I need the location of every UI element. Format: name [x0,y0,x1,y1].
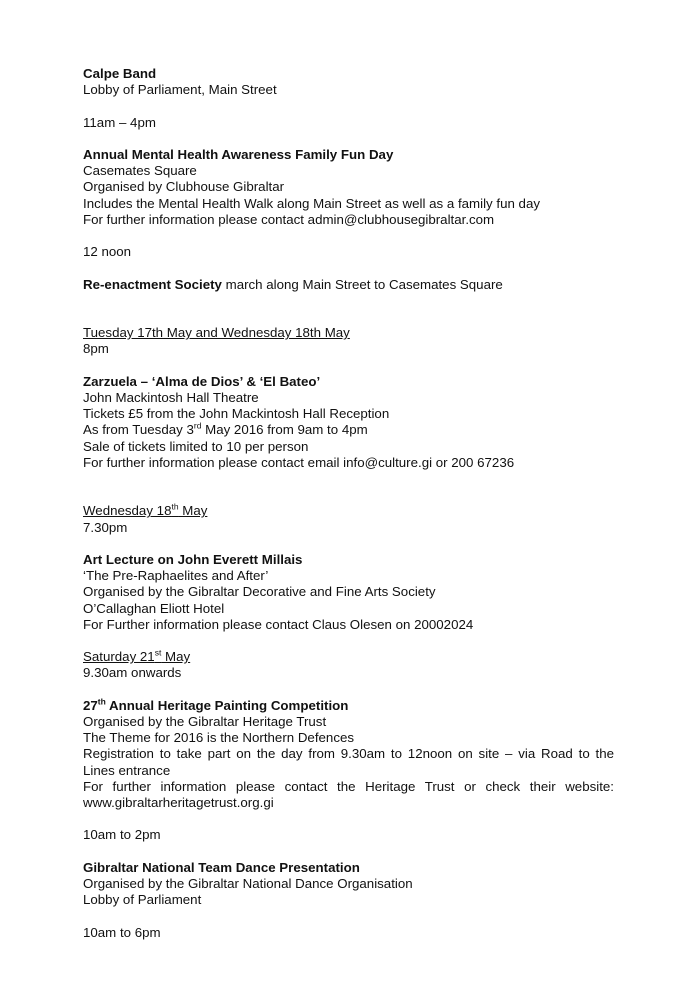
dance-venue: Lobby of Parliament [83,892,202,908]
millais-subtitle: ‘The Pre-Raphaelites and After’ [83,568,269,584]
zarzuela-ticket-limit: Sale of tickets limited to 10 per person [83,438,309,454]
heritage-organiser: Organised by the Gibraltar Heritage Trust [83,713,327,729]
zarzuela-title: Zarzuela – ‘Alma de Dios’ & ‘El Bateo’ [83,373,321,389]
millais-time: 7.30pm [83,519,128,535]
millais-venue: O’Callaghan Eliott Hotel [83,600,225,616]
heritage-registration-line-2: Lines entrance [83,762,171,778]
reenactment-line [83,277,614,293]
heritage-title: 27th Annual Heritage Painting Competition [83,696,349,713]
zarzuela-sale-dates: As from Tuesday 3rd May 2016 from 9am to 4pm [83,420,368,438]
millais-date: Wednesday 18th May [83,501,208,519]
mental-health-title: Annual Mental Health Awareness Family Fun Day [83,146,394,162]
mental-health-location: Casemates Square [83,163,197,179]
reenactment-title: Re-enactment Society [83,276,222,292]
zarzuela-contact: For further information please contact email info@culture.gi or 200 67236 [83,454,515,470]
heritage-website: www.gibraltarheritagetrust.org.gi [83,794,274,810]
millais-organiser: Organised by the Gibraltar Decorative and Fine Arts Society [83,584,436,600]
heritage-theme: The Theme for 2016 is the Northern Defences [83,730,355,746]
mental-health-contact: For further information please contact admin@clubhousegibraltar.com [83,211,495,227]
zarzuela-time: 8pm [83,341,109,357]
heritage-time: 9.30am onwards [83,665,182,681]
millais-contact: For Further information please contact Claus Olesen on 20002024 [83,616,474,632]
dance-title: Gibraltar National Team Dance Presentation [83,859,360,875]
zarzuela-tickets: Tickets £5 from the John Mackintosh Hall Reception [83,406,390,422]
calpe-band-location: Lobby of Parliament, Main Street [83,82,277,98]
heritage-date: Saturday 21st May [83,647,191,665]
heritage-time-2: 10am to 2pm [83,827,161,843]
mental-health-includes: Includes the Mental Health Walk along Main Street as well as a family fun day [83,195,540,211]
document-page [83,66,614,941]
millais-title: Art Lecture on John Everett Millais [83,551,303,567]
dance-organiser: Organised by the Gibraltar National Dance Organisation [83,875,413,891]
heritage-contact-line-1: For further information please contact the Heritage Trust or check their website: [83,778,614,794]
mental-health-organiser: Organised by Clubhouse Gibraltar [83,179,285,195]
zarzuela-date: Tuesday 17th May and Wednesday 18th May [83,325,350,341]
zarzuela-venue: John Mackintosh Hall Theatre [83,389,259,405]
calpe-band-title: Calpe Band [83,66,157,81]
noon-time: 12 noon [83,244,132,260]
reenactment-text: march along Main Street to Casemates Square [221,276,503,292]
heritage-registration-line-1: Registration to take part on the day from 9.30am to 12noon on site – via Road to the [83,746,614,762]
calpe-band-time: 11am – 4pm [83,114,156,130]
dance-time: 10am to 6pm [83,924,161,940]
